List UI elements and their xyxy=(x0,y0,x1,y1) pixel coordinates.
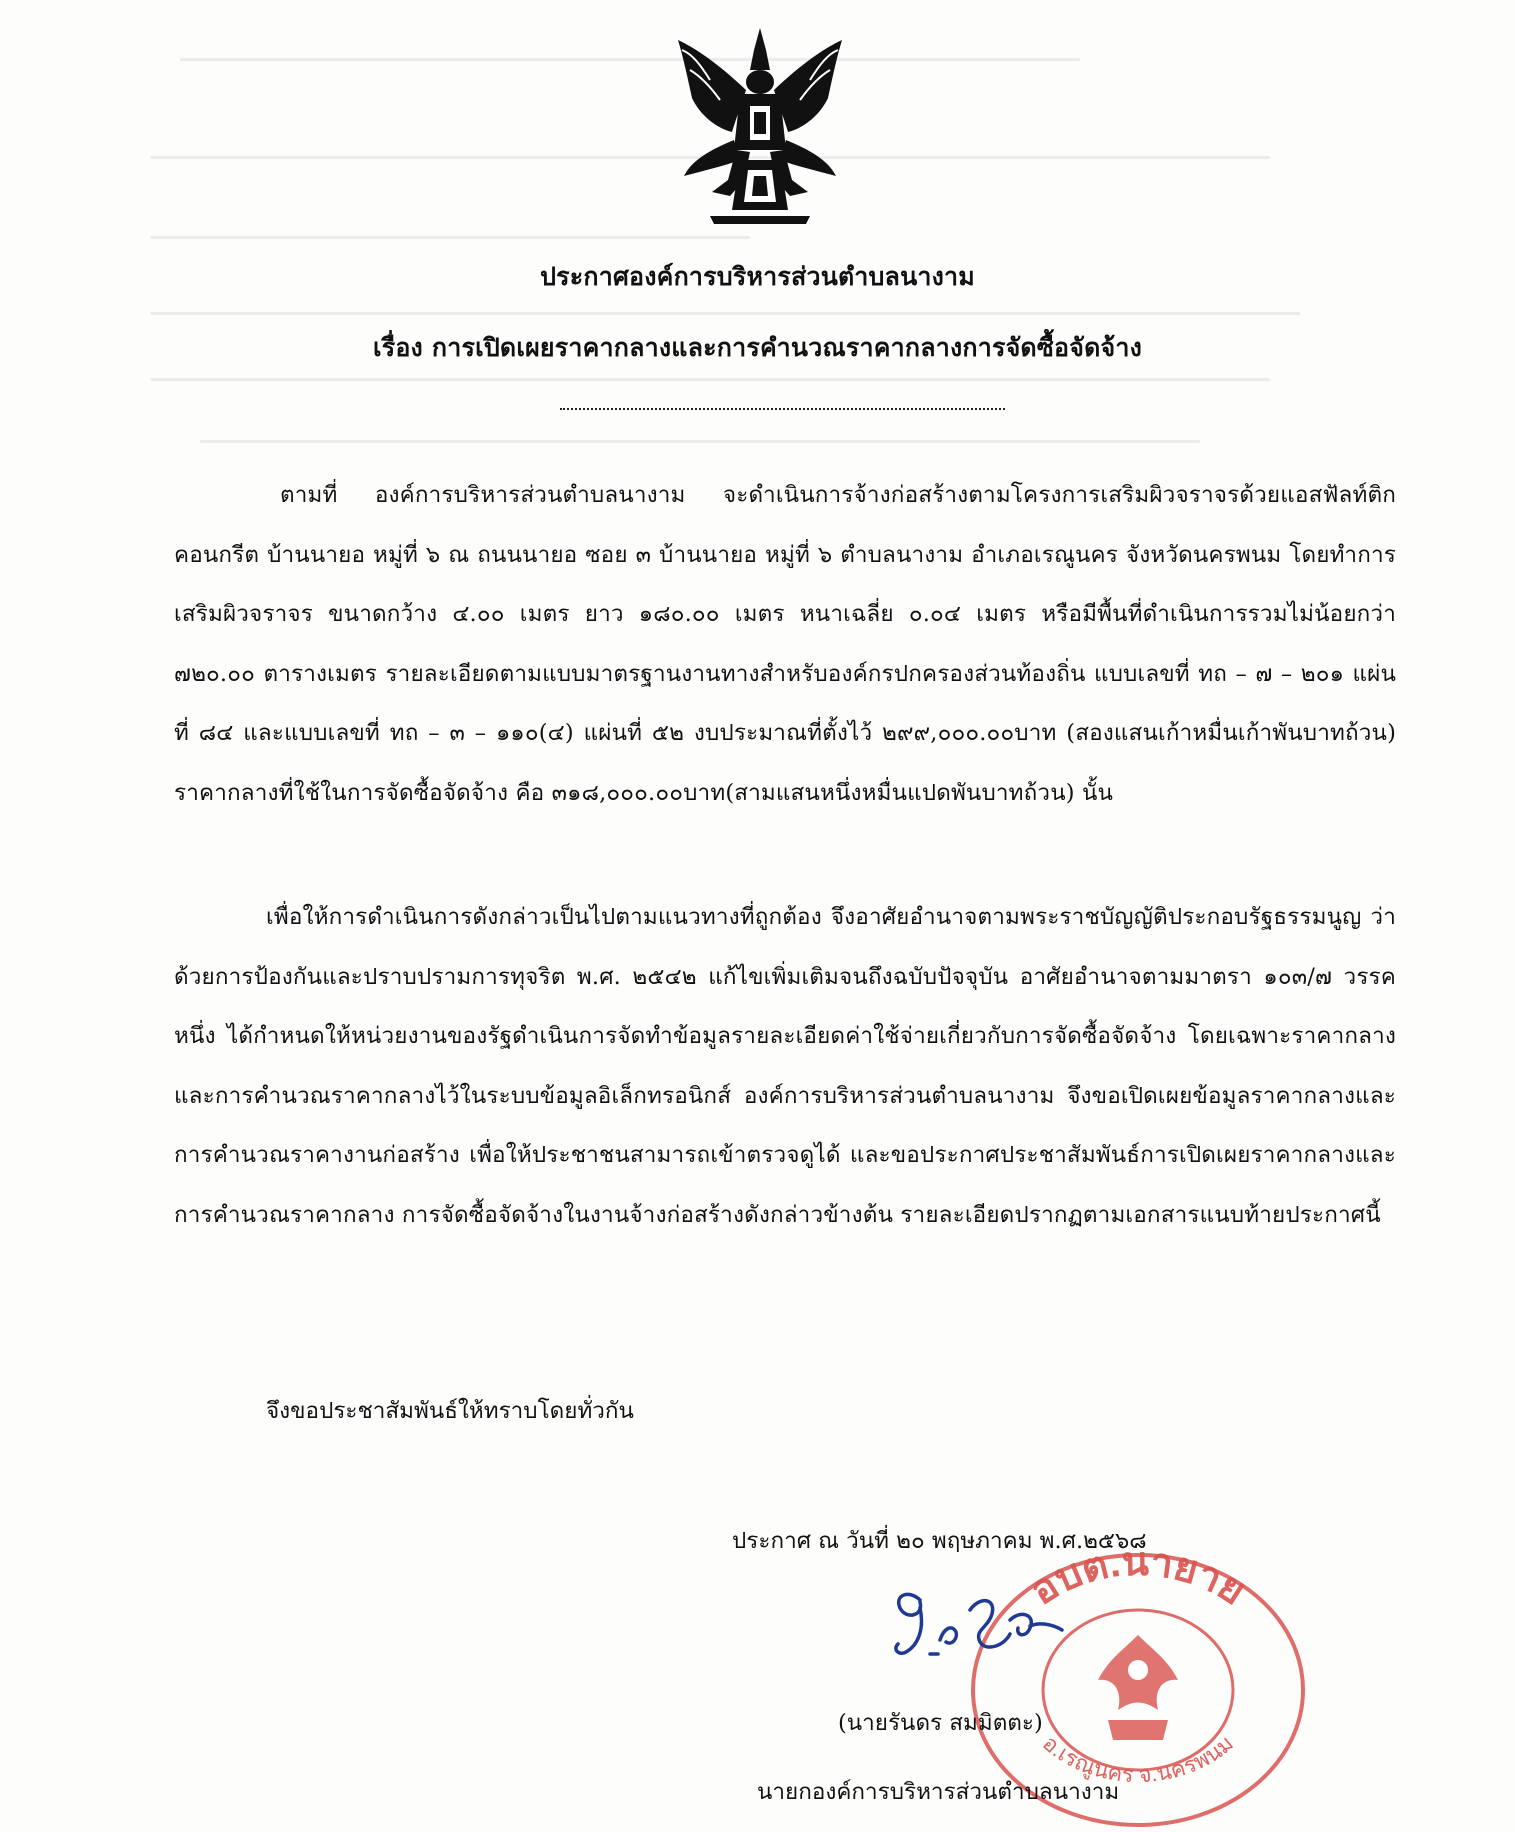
body-paragraph-1: ตามที่ องค์การบริหารส่วนตำบลนางาม จะดำเนินการจ้างก่อสร้างตามโครงการเสริมผิวจราจรด้วยแอสฟัลท์ติกคอนกรีต บ้านนายอ หมู่ที่ ๖ ณ ถนนนายอ ซอย ๓ บ้านนายอ หมู่ที่ ๖ ตำบลนางาม อำเภอเรณูนคร จังหวัดนครพนม โดยทำการเสริมผิวจราจร ขนาดกว้าง ๔.๐๐ เมตร ยาว ๑๘๐.๐๐ เมตร หนาเฉลี่ย ๐.๐๔ เมตร หรือมีพื้นที่ดำเนินการรวมไม่น้อยกว่า ๗๒๐.๐๐ ตารางเมตร รายละเอียดตามแบบมาตรฐานงานทางสำหรับองค์กรปกครองส่วนท้องถิ่น แบบเลขที่ ทถ – ๗ – ๒๐๑ แผ่นที่ ๘๔ และแบบเลขที่ ทถ – ๓ – ๑๑๐(๔) แผ่นที่ ๕๒ งบประมาณที่ตั้งไว้ ๒๙๙,๐๐๐.๐๐บาท (สองแสนเก้าหมื่นเก้าพันบาทถ้วน) ราคากลางที่ใช้ในการจัดซื้อจัดจ้าง คือ ๓๑๘,๐๐๐.๐๐บาท(สามแสนหนึ่งหมื่นแปดพันบาทถ้วน) นั้น xyxy=(174,482,1396,806)
announcement-subject: เรื่อง การเปิดเผยราคากลางและการคำนวณราคากลางการจัดซื้อจัดจ้าง xyxy=(372,333,1143,362)
signer-name: (นายรันดร สมมิตตะ) xyxy=(838,1710,1043,1736)
dotted-divider xyxy=(560,408,1005,410)
signature-icon xyxy=(880,1580,1080,1670)
stamp-top-text: อบต.นายาย xyxy=(1022,1540,1254,1614)
closing-statement: จึงขอประชาสัมพันธ์ให้ทราบโดยทั่วกัน xyxy=(266,1398,634,1424)
bleed-through-line xyxy=(200,440,1200,443)
garuda-emblem-icon xyxy=(670,20,850,230)
announcement-title: ประกาศองค์การบริหารส่วนตำบลนางาม xyxy=(540,262,975,291)
bleed-through-line xyxy=(150,236,750,239)
bleed-through-line xyxy=(150,378,1270,381)
signer-title: นายกองค์การบริหารส่วนตำบลนางาม xyxy=(757,1779,1120,1805)
bleed-through-line xyxy=(180,58,1080,61)
announcement-date: ประกาศ ณ วันที่ ๒๐ พฤษภาคม พ.ศ.๒๕๖๘ xyxy=(732,1528,1147,1554)
bleed-through-line xyxy=(150,312,1300,315)
body-paragraph-2: เพื่อให้การดำเนินการดังกล่าวเป็นไปตามแนวทางที่ถูกต้อง จึงอาศัยอำนาจตามพระราชบัญญัติประกอบรัฐธรรมนูญ ว่าด้วยการป้องกันและปราบปรามการทุจริต พ.ศ. ๒๕๔๒ แก้ไขเพิ่มเติมจนถึงฉบับปัจจุบัน อาศัยอำนาจตามมาตรา ๑๐๓/๗ วรรคหนึ่ง ได้กำหนดให้หน่วยงานของรัฐดำเนินการจัดทำข้อมูลรายละเอียดค่าใช้จ่ายเกี่ยวกับการจัดซื้อจัดจ้าง โดยเฉพาะราคากลางและการคำนวณราคากลางไว้ในระบบข้อมูลอิเล็กทรอนิกส์ องค์การบริหารส่วนตำบลนางาม จึงขอเปิดเผยข้อมูลราคากลางและการคำนวณราคางานก่อสร้าง เพื่อให้ประชาชนสามารถเข้าตรวจดูได้ และขอประกาศประชาสัมพันธ์การเปิดเผยราคากลางและการคำนวณราคากลาง การจัดซื้อจัดจ้างในงานจ้างก่อสร้างดังกล่าวข้างต้น รายละเอียดปรากฏตามเอกสารแนบท้ายประกาศนี้ xyxy=(174,904,1396,1228)
stamp-bottom-text: อ.เรณูนคร จ.นครพนม xyxy=(1037,1730,1239,1788)
